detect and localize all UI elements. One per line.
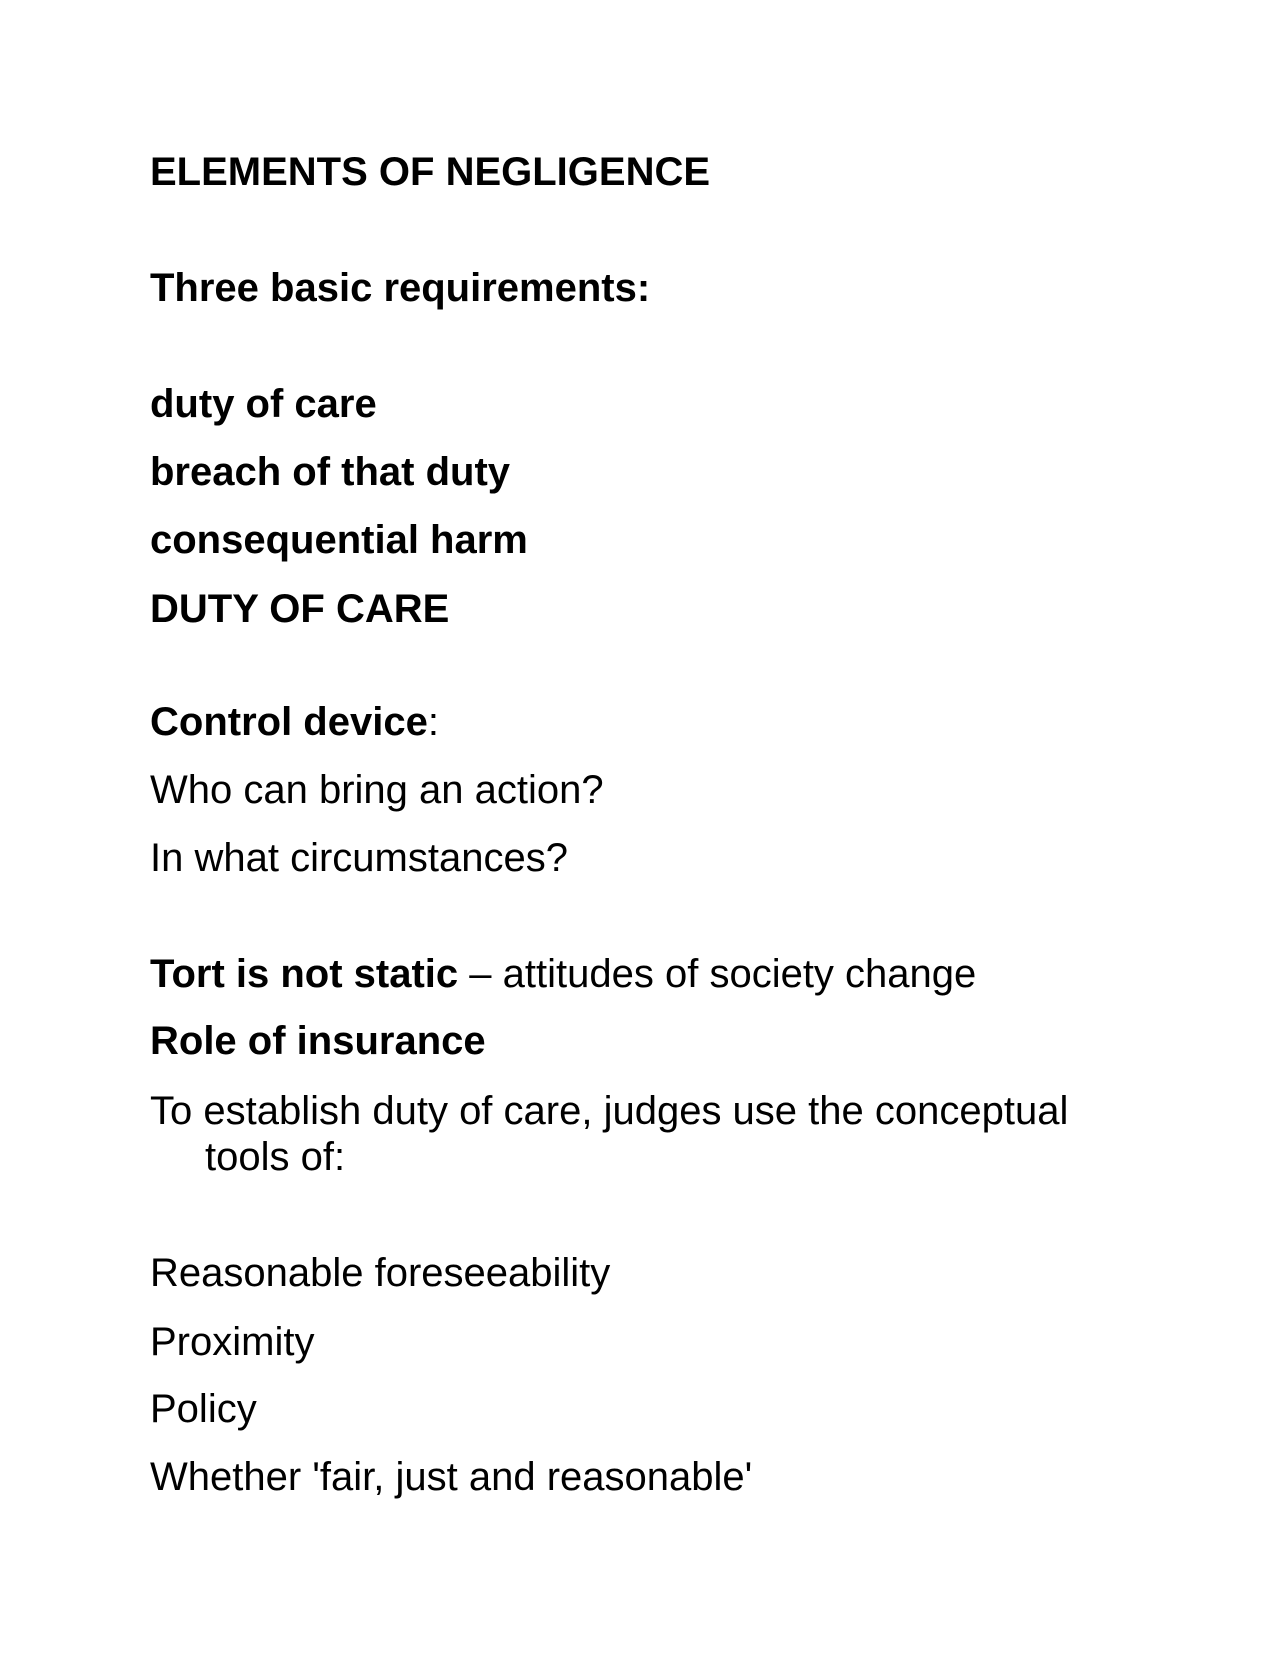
control-question: Who can bring an action? <box>150 768 604 812</box>
tort-not-static-rest: – attitudes of society change <box>458 952 977 996</box>
document-title: ELEMENTS OF NEGLIGENCE <box>150 150 711 194</box>
tool-item: Policy <box>150 1387 257 1431</box>
section-heading: DUTY OF CARE <box>150 587 450 631</box>
tool-item: Reasonable foreseeability <box>150 1251 611 1295</box>
control-device-label: Control device <box>150 700 428 744</box>
tool-item: Proximity <box>150 1320 315 1364</box>
requirement-item: duty of care <box>150 382 377 426</box>
role-of-insurance-heading: Role of insurance <box>150 1019 486 1063</box>
requirement-item: breach of that duty <box>150 450 511 494</box>
intro-heading: Three basic requirements: <box>150 266 651 310</box>
control-device-suffix: : <box>427 700 439 744</box>
establish-line-2: tools of: <box>205 1135 346 1179</box>
requirement-item: consequential harm <box>150 518 528 562</box>
control-device-line <box>150 698 439 746</box>
control-question: In what circumstances? <box>150 836 568 880</box>
tort-not-static-bold: Tort is not static <box>150 952 459 996</box>
establish-line-1: To establish duty of care, judges use the conceptual <box>150 1089 1069 1133</box>
tort-not-static-line <box>150 950 976 998</box>
tool-item: Whether 'fair, just and reasonable' <box>150 1455 753 1499</box>
